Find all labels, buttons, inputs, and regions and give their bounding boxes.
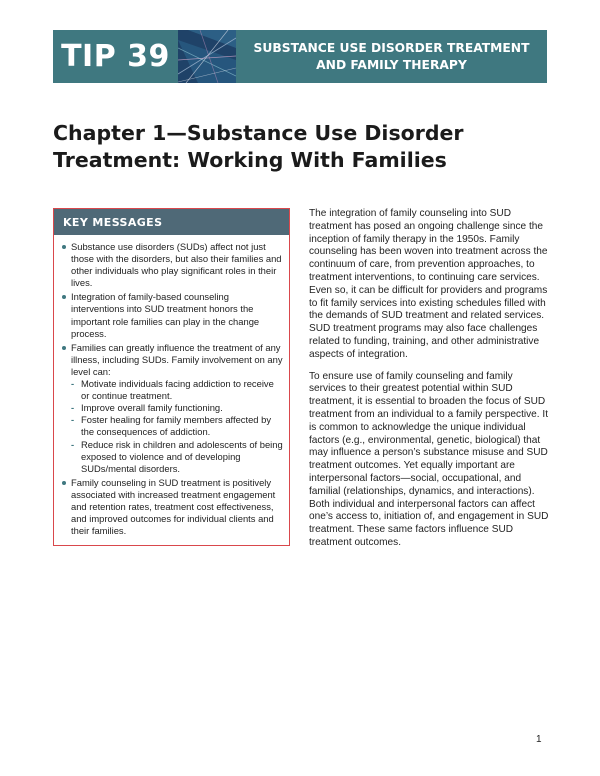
key-message-item: Family counseling in SUD treatment is positively associated with increased treatment engagement and retention rates, treatment cost effectiveness, and improved outcomes for individual clients and their families. (62, 477, 283, 537)
key-message-subitem: - Motivate individuals facing addiction to receive or continue treatment. (71, 378, 274, 402)
key-message-sublist (71, 378, 283, 475)
page-number: 1 (536, 734, 542, 745)
key-message-subitem: - Foster healing for family members affected by the consequences of addiction. (71, 414, 272, 438)
tip-number-label: TIP 39 (53, 30, 178, 83)
tip-banner (53, 30, 547, 83)
body-paragraph: To ensure use of family counseling and family services to their greatest potential within SUD treatment, it is essential to broaden the focus of SUD treatment from an individual to a family perspective. It is common to acknowledge the unique individual factors (e.g., environmental, genetic, biological) that may influence a person’s substance misuse and SUD treatment outcomes. Yet equally important are interpersonal factors—social, occupational, and familial (relationships, dynamics, and interactions). Both individual and interpersonal factors can affect one’s access to, initiation of, and engagement in SUD treatment. These same factors influence SUD treatment outcomes. (309, 370, 549, 548)
key-messages-heading: KEY MESSAGES (54, 209, 289, 235)
dash-icon: - (71, 438, 75, 450)
body-text-column (309, 208, 549, 559)
body-paragraph: The integration of family counseling into SUD treatment has posed an ongoing challenge since the inception of family therapy in the 1950s. Family counseling has been woven into treatment across the continuum of care, from prevention approaches, to treatment interventions, to continuing care services. Even so, it can be difficult for providers and programs to fit family services into existing schedules filled with the demands of SUD treatment and related services. SUD treatment programs may also face challenges related to funding, training, and other administrative aspects of integration. (309, 208, 548, 360)
bullet-dot-icon (62, 245, 66, 249)
banner-art-image (178, 30, 236, 83)
key-message-item: Substance use disorders (SUDs) affect not just those with the disorders, but also their families and other individuals who play significant roles in their lives. (62, 241, 283, 289)
bullet-dot-icon (62, 481, 66, 485)
chapter-title: Chapter 1—Substance Use Disorder Treatment: Working With Families (53, 121, 464, 172)
dash-icon: - (71, 378, 75, 390)
key-message-subitem: - Reduce risk in children and adolescents of being exposed to violence and of developing SUDs/mental disorders. (71, 438, 283, 474)
key-message-item: Families can greatly influence the treatment of any illness, including SUDs. Family involvement on any level can: - Motivate individuals facing addiction to receive or continue treatment. - Improve overall family functioning. - Foster healing for family members affected by the consequences of addiction. - Reduce risk in children and adolescents of being exposed to violence and of developing SUDs/mental disorders. (62, 342, 283, 475)
dash-icon: - (71, 402, 75, 414)
bullet-dot-icon (62, 346, 66, 350)
series-title: SUBSTANCE USE DISORDER TREATMENT AND FAMILY THERAPY (236, 30, 547, 83)
key-messages-list (54, 235, 289, 537)
bullet-dot-icon (62, 295, 66, 299)
key-message-item: Integration of family-based counseling interventions into SUD treatment honors the important role families can play in the change process. (62, 291, 283, 339)
key-messages-box (53, 208, 290, 546)
key-message-subitem: - Improve overall family functioning. (71, 402, 223, 414)
dash-icon: - (71, 414, 75, 426)
